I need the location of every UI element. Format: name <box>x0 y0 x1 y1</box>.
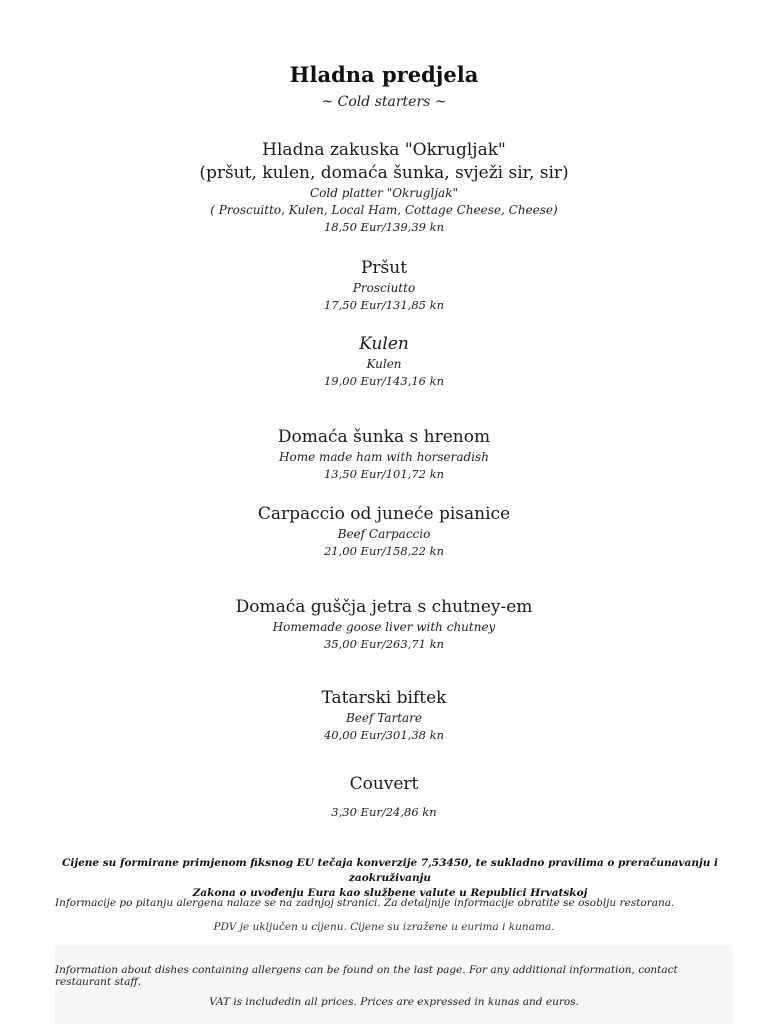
menu-item-cold-platter <box>0 139 768 236</box>
vat-note-hr: PDV je uključen u cijenu. Cijene su izražene u eurima i kunama. <box>213 921 555 933</box>
section-title: Hladna predjela <box>289 62 479 87</box>
menu-item-prosciutto <box>0 257 768 314</box>
menu-item-beef-carpaccio <box>0 503 768 560</box>
item-price: 35,00 Eur/263,71 kn <box>323 637 445 651</box>
item-name-details: (pršut, kulen, domaća šunka, svježi sir, sir) <box>199 163 569 183</box>
item-english-name: Home made ham with horseradish <box>279 450 489 464</box>
item-english-name: Cold platter "Okrugljak" <box>310 186 458 200</box>
menu-item-couvert <box>0 773 768 821</box>
item-price: 19,00 Eur/143,16 kn <box>323 374 445 388</box>
item-name: Couvert <box>349 774 419 794</box>
menu-item-goose-liver <box>0 596 768 653</box>
item-price: 13,50 Eur/101,72 kn <box>323 467 445 481</box>
item-name: Kulen <box>359 334 409 354</box>
menu-item-kulen <box>0 333 768 390</box>
item-price: 21,00 Eur/158,22 kn <box>323 544 445 558</box>
item-name: Hladna zakuska "Okrugljak" <box>262 140 506 160</box>
item-english-name: Kulen <box>366 357 402 371</box>
menu-item-ham-horseradish <box>0 426 768 483</box>
conversion-note-line: Zakona o uvođenju Eura kao službene valute u Republici Hrvatskoj <box>192 887 588 899</box>
item-price: 40,00 Eur/301,38 kn <box>323 728 445 742</box>
allergen-note-en: Information about dishes containing allergens can be found on the last page. For any additional information, contact restaurant staff. <box>55 964 678 988</box>
item-name: Domaća guščja jetra s chutney-em <box>235 597 533 617</box>
item-name: Pršut <box>360 258 408 278</box>
item-name: Domaća šunka s hrenom <box>277 427 491 447</box>
allergen-note-hr: Informacije po pitanju alergena nalaze se na zadnjoj stranici. Za detaljnije informacije obratite se osoblju restorana. <box>55 897 675 909</box>
item-price: 18,50 Eur/139,39 kn <box>323 220 445 234</box>
item-english-name: Beef Carpaccio <box>337 527 431 541</box>
item-name: Tatarski biftek <box>321 688 447 708</box>
conversion-note-line: Cijene su formirane primjenom fiksnog EU tečaja konverzije 7,53450, te sukladno pravilima o preračunavanju i zaokruživanju <box>61 857 719 884</box>
menu-item-beef-tartare <box>0 687 768 744</box>
currency-conversion-note <box>40 856 740 901</box>
vat-note-en: VAT is includedin all prices. Prices are expressed in kunas and euros. <box>209 996 579 1008</box>
item-name: Carpaccio od juneće pisanice <box>257 504 511 524</box>
item-price: 17,50 Eur/131,85 kn <box>323 298 445 312</box>
item-english-name: Beef Tartare <box>345 711 423 725</box>
item-english-name: Prosciutto <box>352 281 416 295</box>
item-english-details: ( Proscuitto, Kulen, Local Ham, Cottage Cheese, Cheese) <box>210 203 558 217</box>
item-price: 3,30 Eur/24,86 kn <box>331 805 437 819</box>
english-notes-box <box>55 945 733 1024</box>
section-subtitle: ~ Cold starters ~ <box>321 94 447 110</box>
item-english-name: Homemade goose liver with chutney <box>272 620 496 634</box>
